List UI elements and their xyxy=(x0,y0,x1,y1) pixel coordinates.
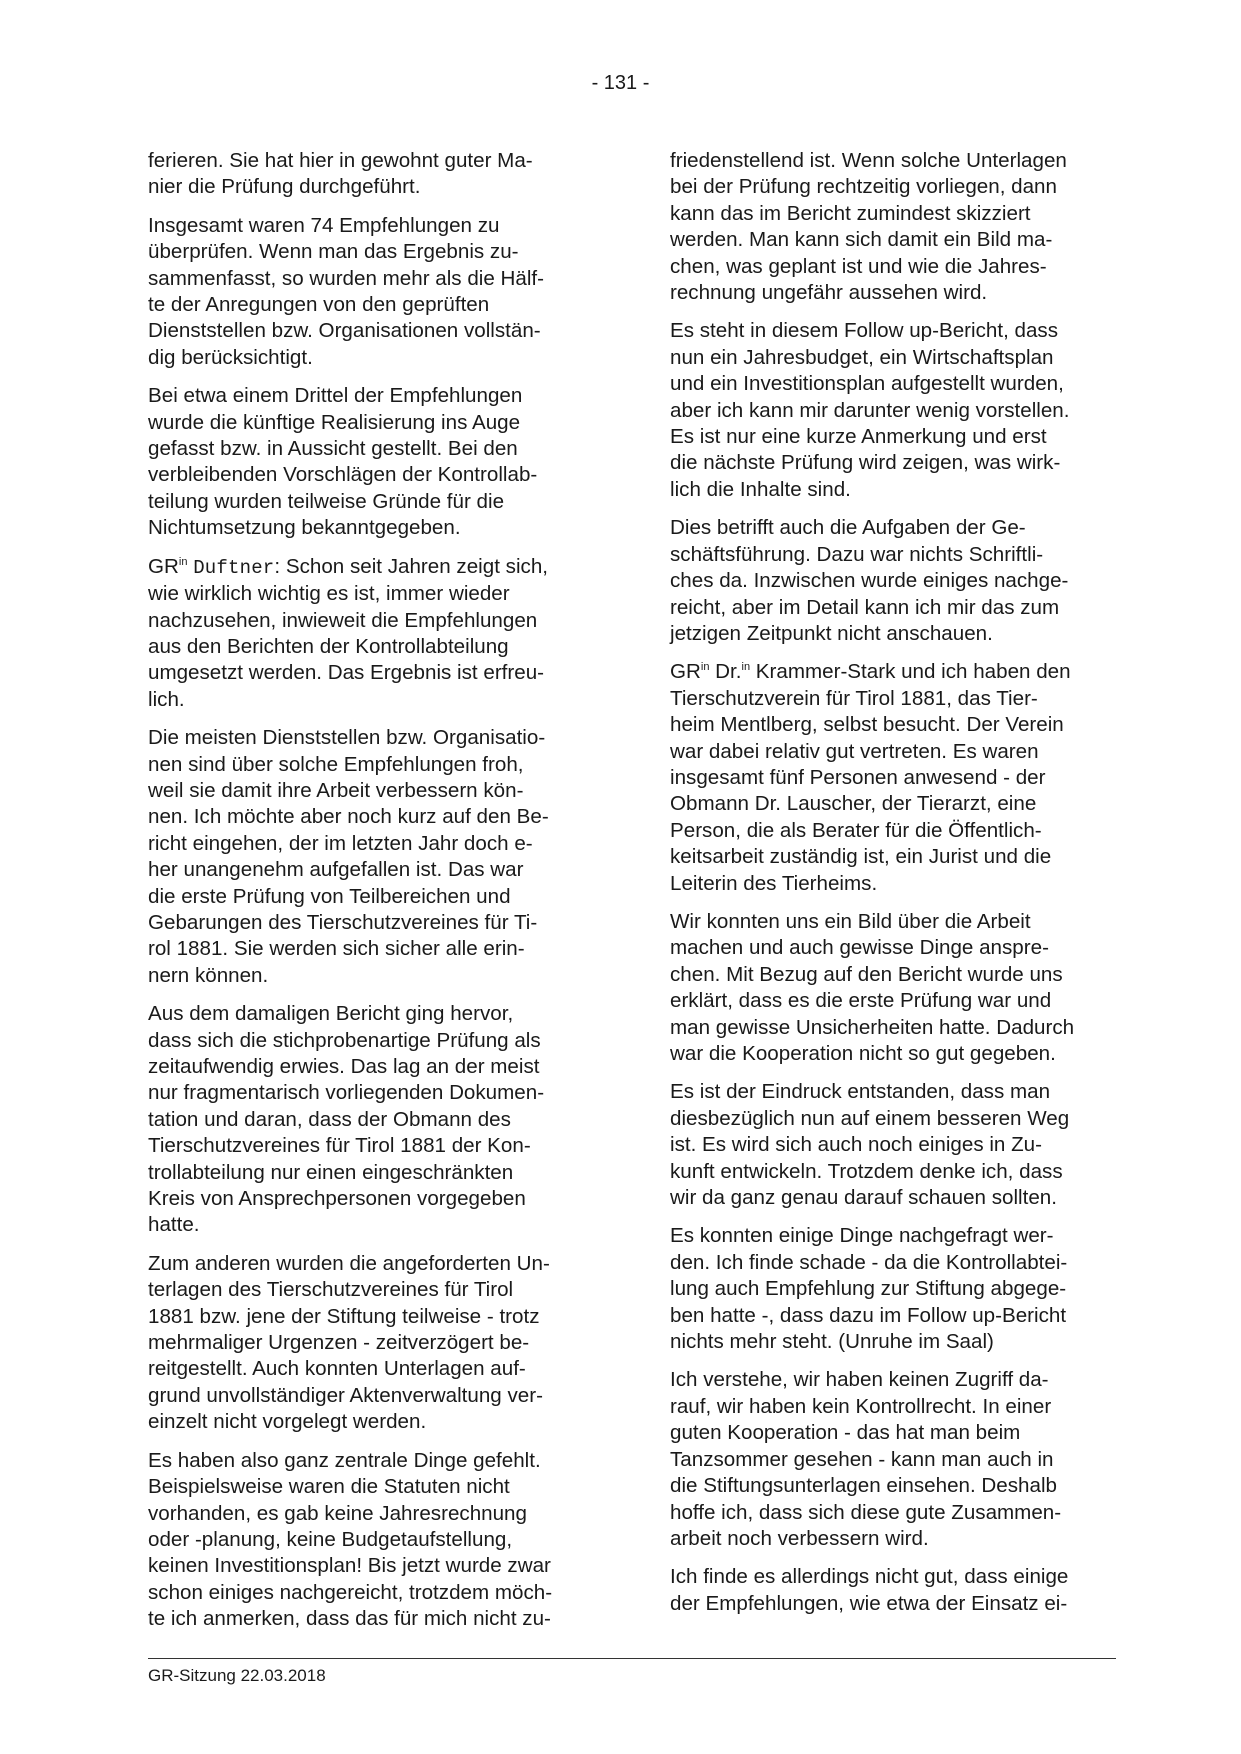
paragraph: friedenstellend ist. Wenn solche Unterlagen bei der Prüfung rechtzeitig vorliegen, dann kann das im Bericht zumindest skizziert werden. Man kann sich damit ein Bild ma- chen, was geplant ist und wie die Jahres- rechnung ungefähr aussehen wird. xyxy=(670,149,1067,305)
paragraph: Aus dem damaligen Bericht ging hervor, dass sich die stichprobenartige Prüfung als zeitaufwendig erwies. Das lag an der meist nur fragmentarisch vorliegenden Dokumen- tation und daran, dass der Obmann des Tierschutzvereines für Tirol 1881 der Kon- trollabteilung nur einen eingeschränkten Kreis von Ansprechpersonen vorgegeben hatte. xyxy=(148,1002,545,1237)
speaker-paragraph xyxy=(148,554,594,713)
paragraph: Es ist der Eindruck entstanden, dass man diesbezüglich nun auf einem besseren Weg ist. Es wird sich auch noch einiges in Zu- kunft entwickeln. Trotzdem denke ich, dass wir da ganz genau darauf schauen sollten. xyxy=(670,1080,1070,1210)
speaker-title-sup: in xyxy=(700,661,710,674)
paragraph: Es steht in diesem Follow up-Bericht, dass nun ein Jahresbudget, ein Wirtschaftsplan und ein Investitionsplan aufgestellt wurden, aber ich kann mir darunter wenig vorstellen. Es ist nur eine kurze Anmerkung und erst die nächste Prüfung wird zeigen, was wirk- lich die Inhalte sind. xyxy=(670,319,1070,501)
paragraph: Insgesamt waren 74 Empfehlungen zu überprüfen. Wenn man das Ergebnis zu- sammenfasst, so wurden mehr als die Hälf- te der Anregungen von den geprüften Dienststellen bzw. Organisationen vollstän- dig berücksichtigt. xyxy=(148,213,545,369)
speaker-degree-sup: in xyxy=(741,661,751,674)
speaker-text: Krammer-Stark und ich haben den Tierschutzverein für Tirol 1881, das Tier- heim Mentlberg, selbst besucht. Der Verein war dabei relativ gut vertreten. Es waren insgesamt fünf Personen anwesend - der Obmann Dr. Lauscher, der Tierarzt, eine Person, die als Berater für die Öffentlich- keitsarbeit zuständig ist, ein Jurist und die Leiterin des Tierheims. xyxy=(670,660,1071,895)
left-column xyxy=(148,148,594,1645)
speaker-title xyxy=(148,555,187,578)
paragraph: ferieren. Sie hat hier in gewohnt guter Ma- nier die Prüfung durchgeführt. xyxy=(148,149,533,199)
paragraph: Ich finde es allerdings nicht gut, dass einige der Empfehlungen, wie etwa der Einsatz ei- xyxy=(670,1565,1069,1615)
speaker-degree: Dr. xyxy=(709,660,742,684)
page-number: - 131 - xyxy=(591,72,650,94)
footer-divider xyxy=(148,1658,1116,1659)
speaker-title xyxy=(670,660,750,683)
paragraph: Ich verstehe, wir haben keinen Zugriff da- rauf, wir haben kein Kontrollrecht. In einer guten Kooperation - das hat man beim Tanzsommer gesehen - kann man auch in die Stiftungsunterlagen einsehen. Deshalb hoffe ich, dass sich diese gute Zusammen- arbeit noch verbessern wird. xyxy=(670,1368,1062,1550)
speaker-title-sup: in xyxy=(178,555,188,568)
speaker-title-text: GR xyxy=(670,660,701,684)
right-column xyxy=(670,148,1116,1629)
paragraph: Die meisten Dienststellen bzw. Organisatio- nen sind über solche Empfehlungen froh, weil sie damit ihre Arbeit verbessern kön- nen. Ich möchte aber noch kurz auf den Be- richt eingehen, der im letzten Jahr doch e- her unangenehm aufgefallen ist. Das war die erste Prüfung von Teilbereichen und Gebarungen des Tierschutzvereines für Ti- rol 1881. Sie werden sich sicher alle erin- nern können. xyxy=(148,726,549,987)
speaker-paragraph xyxy=(670,659,1116,897)
footer-text: GR-Sitzung 22.03.2018 xyxy=(148,1666,326,1685)
paragraph: Bei etwa einem Drittel der Empfehlungen wurde die künftige Realisierung ins Auge gefasst bzw. in Aussicht gestellt. Bei den verbleibenden Vorschlägen der Kontrollab- teilung wurden teilweise Gründe für die Nichtumsetzung bekanntgegeben. xyxy=(148,384,538,540)
paragraph: Dies betrifft auch die Aufgaben der Ge- schäftsführung. Dazu war nichts Schriftli- ches da. Inzwischen wurde einiges nachge- reicht, aber im Detail kann ich mir das zum jetzigen Zeitpunkt nicht anschauen. xyxy=(670,516,1069,645)
speaker-name: Duftner xyxy=(193,556,275,579)
paragraph: Es haben also ganz zentrale Dinge gefehlt. Beispielsweise waren die Statuten nicht vorhanden, es gab keine Jahresrechnung oder -planung, keine Budgetaufstellung, keinen Investitionsplan! Bis jetzt wurde zwar schon einiges nachgereicht, trotzdem möch- te ich anmerken, dass das für mich nicht zu- xyxy=(148,1448,553,1631)
paragraph: Zum anderen wurden die angeforderten Un- terlagen des Tierschutzvereines für Tirol 1881 bzw. jene der Stiftung teilweise - trotz mehrmaliger Urgenzen - zeitverzögert be- reitgestellt. Auch konnten Unterlagen auf- grund unvollständiger Aktenverwaltung ver- einzelt nicht vorgelegt werden. xyxy=(148,1251,550,1434)
paragraph: Es konnten einige Dinge nachgefragt wer- den. Ich finde schade - da die Kontrollabtei- lung auch Empfehlung zur Stiftung abgege- ben hatte -, dass dazu im Follow up-Bericht nichts mehr steht. (Unruhe im Saal) xyxy=(670,1224,1068,1354)
paragraph: Wir konnten uns ein Bild über die Arbeit machen und auch gewisse Dinge anspre- chen. Mit Bezug auf den Bericht wurde uns erklärt, dass es die erste Prüfung war und man gewisse Unsicherheiten hatte. Dadurch war die Kooperation nicht so gut gegeben. xyxy=(670,909,1075,1065)
speaker-title-text: GR xyxy=(148,554,179,578)
speaker-text: : Schon seit Jahren zeigt sich, wie wirklich wichtig es ist, immer wieder nachzusehen, inwieweit die Empfehlungen aus den Berichten der Kontrollabteilung umgesetzt werden. Das Ergebnis ist erfreu- lich. xyxy=(148,554,548,711)
